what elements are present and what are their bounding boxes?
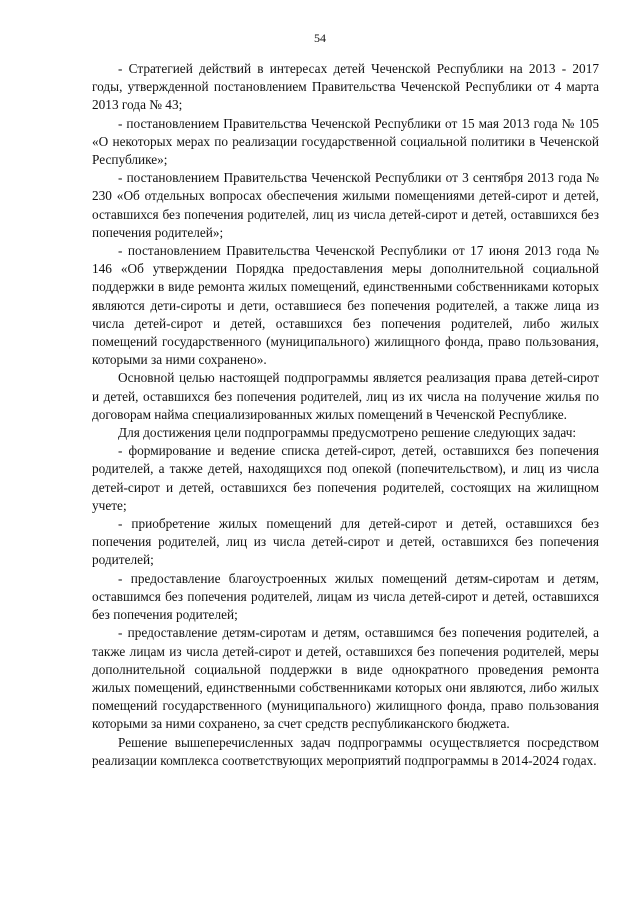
document-body xyxy=(92,60,599,770)
list-item-resolution-230: - постановлением Правительства Чеченской Республики от 3 сентября 2013 года № 230 «Об отдельных вопросах обеспечения жилыми помещениями детей-сирот и детей, оставшихся без попечения родителей, лиц из числа детей-сирот и детей, оставшихся без попечения родителей»; xyxy=(92,170,599,240)
list-item-resolution-105: - постановлением Правительства Чеченской Республики от 15 мая 2013 года № 105 «О некоторых мерах по реализации государственной социальной политики в Чеченской Республике»; xyxy=(92,115,599,168)
page-number: 54 xyxy=(314,31,326,45)
list-item-strategy: - Стратегией действий в интересах детей Чеченской Республики на 2013 - 2017 годы, утвержденной постановлением Правительства Чеченской Республики от 4 марта 2013 года № 43; xyxy=(92,61,599,113)
list-item-resolution-146: - постановлением Правительства Чеченской Республики от 17 июня 2013 года № 146 «Об утверждении Порядка предоставления меры дополнительной социальной поддержки в виде ремонта жилых помещений, единственными собственниками которых являются дети-сироты и дети, оставшиеся без попечения родителей, а также лица из числа детей-сирот и детей, оставшихся без попечения родителей, либо жилых помещений государственного (муниципального) жилищного фонда, право пользования, которыми за ними сохранено». xyxy=(92,243,599,368)
list-item-task-repair: - предоставление детям-сиротам и детям, оставшимся без попечения родителей, а также лицам из числа детей-сирот и детей, оставшихся без попечения родителей, меры дополнительной социальной поддержки в виде однократного проведения ремонта жилых помещений, единственными собственниками которых они являются, либо жилых помещений государственного (муниципального) жилищного фонда, право пользования которыми за ними сохранено, за счет средств республиканского бюджета. xyxy=(92,625,599,732)
paragraph-conclusion: Решение вышеперечисленных задач подпрограммы осуществляется посредством реализации комплекса соответствующих мероприятий подпрограммы в 2014-2024 годах. xyxy=(92,734,599,768)
paragraph-main-goal: Основной целью настоящей подпрограммы является реализация права детей-сирот и детей, оставшихся без попечения родителей, лиц из их числа на получение жилья по договорам найма специализированных жилых помещений в Чеченской Республике. xyxy=(92,370,599,422)
list-item-task-provision: - предоставление благоустроенных жилых помещений детям-сиротам и детям, оставшимся без попечения родителей, лицам из числа детей-сирот и детей, оставшихся без попечения родителей; xyxy=(92,570,599,623)
list-item-task-registry: - формирование и ведение списка детей-сирот, детей, оставшихся без попечения родителей, а также детей, находящихся под опекой (попечительством), и лиц из числа детей-сирот и детей, оставшихся без попечения родителей, состоящих на жилищном учете; xyxy=(92,443,599,513)
list-item-task-acquisition: - приобретение жилых помещений для детей-сирот и детей, оставшихся без попечения родителей, лиц из числа детей-сирот и детей, оставшихся без попечения родителей; xyxy=(92,516,599,568)
paragraph-tasks-intro: Для достижения цели подпрограммы предусмотрено решение следующих задач: xyxy=(118,425,577,441)
